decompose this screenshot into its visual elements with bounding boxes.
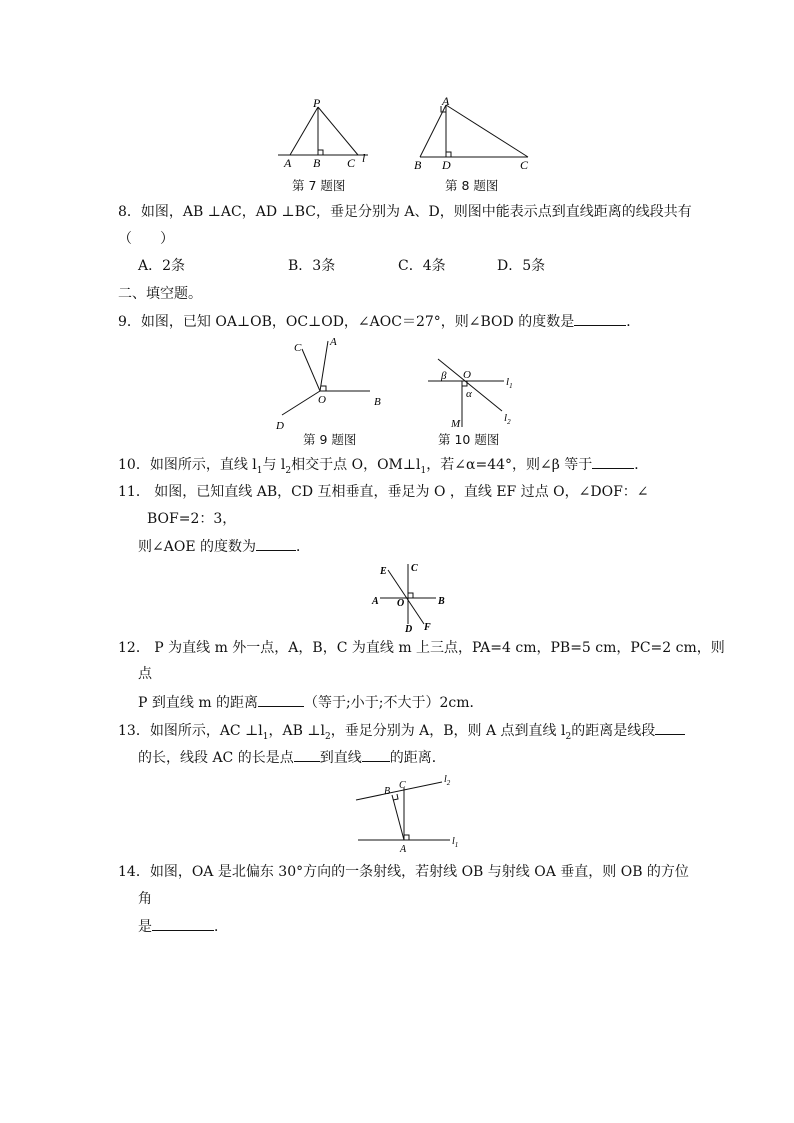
figure-11 (368, 560, 448, 632)
label-o: O (397, 598, 405, 609)
fig9-caption: 第 9 题图 (303, 432, 357, 447)
fig7-caption: 第 7 题图 (292, 178, 346, 193)
q8-option-d: D．5条 (497, 258, 546, 274)
q14-line3: 是 ． (138, 916, 228, 937)
section-2-heading: 二、填空题。 (118, 286, 202, 302)
q8-paren: （ ） (118, 231, 174, 247)
q13-line1: 13．如图所示，AC $\perp l_1$，AB $\perp l_2$，垂足分别为 A，B，则 A 点到直线 $l_2$的距离是线段 (118, 720, 685, 747)
q14-line2: 角 (138, 891, 152, 907)
label-a: A (284, 156, 292, 170)
q14-blank[interactable] (152, 916, 214, 931)
q13-blank-3[interactable] (362, 747, 390, 762)
q8-text: 8．如图，AB ⊥AC，AD ⊥BC，垂足分别为 A、D，则图中能表示点到直线距离的线段共有 (118, 204, 692, 220)
q11-line3: 则∠AOE 的度数为 ． (138, 536, 310, 557)
label-o: O (463, 369, 471, 381)
q11-blank[interactable] (256, 536, 296, 551)
q9-blank[interactable] (574, 311, 626, 326)
label-f: F (424, 622, 431, 632)
label-o: O (318, 394, 326, 406)
label-a: A (442, 95, 450, 108)
label-p: P (313, 96, 321, 110)
label-b: B (384, 786, 391, 797)
label-d: D (405, 624, 413, 632)
q13-blank-2[interactable] (294, 747, 320, 762)
q10-text: 10．如图所示，直线 $l_1$与 $l_2$相交于点 O，$OM\perp l_1$，若∠α=44°，则∠β 等于 ． (118, 454, 648, 481)
q9-end: ． (626, 314, 641, 330)
q13-line2: 的长，线段 AC 的长是点 到直线 的距离． (138, 747, 446, 768)
label-c: C (520, 158, 529, 172)
figure-7 (270, 95, 380, 170)
q10-blank[interactable] (592, 454, 634, 469)
label-b: B (374, 396, 381, 408)
q11-line1: 11． 如图，已知直线 AB，CD 互相垂直，垂足为 O ，直线 EF 过点 O，∠DOF：∠ (118, 484, 649, 500)
q12-line3: P 到直线 m 的距离 （等于;小于;不大于）2cm． (138, 692, 484, 713)
label-b: B (313, 156, 321, 170)
figure-13 (352, 772, 472, 854)
label-e: E (380, 566, 387, 577)
fig10-caption: 第 10 题图 (438, 432, 500, 447)
label-a: A (400, 844, 407, 854)
q13-blank-1[interactable] (655, 720, 685, 735)
q12-line2: 点 (138, 666, 152, 682)
figure-10 (420, 355, 530, 430)
figure-9 (270, 333, 390, 433)
label-a: A (372, 596, 379, 607)
figure-8 (408, 95, 538, 175)
q11-line2: BOF=2：3， (147, 511, 237, 527)
label-b: B (438, 596, 445, 607)
label-l1: $l_1$ (506, 376, 513, 390)
label-beta: β (441, 370, 447, 382)
q12-blank[interactable] (258, 692, 304, 707)
label-d: D (276, 420, 284, 432)
q9-body: 9．如图，已知 OA⊥OB，OC⊥OD，∠AOC＝27°，则∠BOD 的度数是 (118, 314, 575, 330)
q9-text (118, 311, 640, 332)
label-c: C (399, 780, 406, 791)
q14-line1: 14．如图，OA 是北偏东 30°方向的一条射线，若射线 OB 与射线 OA 垂直，则 OB 的方位 (118, 864, 689, 880)
q12-line1: 12． P 为直线 m 外一点，A，B，C 为直线 m 上三点，PA=4 cm，PB=5 cm，PC=2 cm，则 (118, 640, 725, 656)
label-c: C (347, 156, 356, 170)
label-d: D (442, 158, 451, 172)
label-m: M (451, 418, 461, 430)
label-l: l (362, 151, 366, 165)
label-a: A (330, 336, 337, 348)
label-c: C (294, 342, 302, 354)
label-b: B (414, 158, 422, 172)
label-l2: $l_2$ (444, 774, 451, 787)
fig8-caption: 第 8 题图 (445, 178, 499, 193)
label-l2: $l_2$ (504, 412, 511, 426)
q8-option-b: B．3条 (288, 258, 336, 274)
label-c: C (411, 563, 418, 574)
q8-option-a: A．2条 (138, 258, 186, 274)
q8-option-c: C．4条 (398, 258, 446, 274)
label-l1: $l_1$ (452, 836, 459, 849)
label-alpha: α (466, 388, 472, 400)
